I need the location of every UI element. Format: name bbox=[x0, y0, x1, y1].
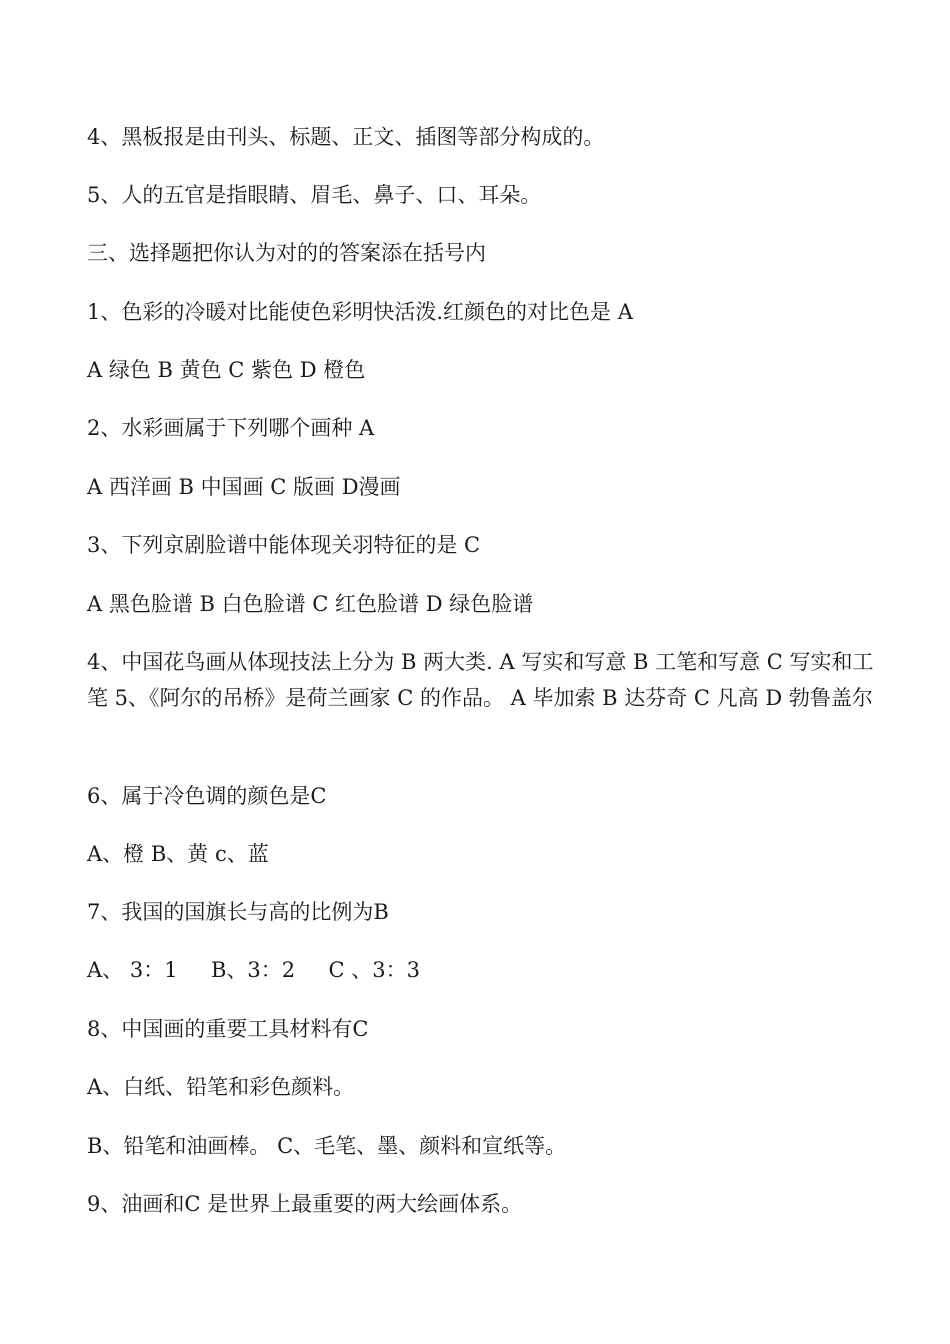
question-4-5: 4、中国花鸟画从体现技法上分为 B 两大类. A 写实和写意 B 工笔和写意 C 写实和工笔 5、《阿尔的吊桥》是荷兰画家 C 的作品。 A 毕加索 B 达芬奇 C 凡高 D 勃鲁盖尔 bbox=[87, 650, 874, 710]
statement-5: 5、人的五官是指眼睛、眉毛、鼻子、口、耳朵。 bbox=[87, 183, 542, 207]
question-6-options: A、橙 B、黄 c、蓝 bbox=[87, 842, 269, 866]
question-9: 9、油画和C 是世界上最重要的两大绘画体系。 bbox=[87, 1192, 523, 1216]
question-1: 1、色彩的冷暖对比能使色彩明快活泼.红颜色的对比色是 A bbox=[87, 300, 633, 324]
question-3-options: A 黑色脸谱 B 白色脸谱 C 红色脸谱 D 绿色脸谱 bbox=[87, 592, 534, 616]
question-8-options-bc: B、铅笔和油画棒。 C、毛笔、墨、颜料和宣纸等。 bbox=[87, 1134, 567, 1158]
question-7-options: A、 3：1 B、3：2 C 、3：3 bbox=[87, 958, 420, 982]
question-6: 6、属于冷色调的颜色是C bbox=[87, 784, 327, 808]
question-1-options: A 绿色 B 黄色 C 紫色 D 橙色 bbox=[87, 358, 366, 382]
statement-4: 4、黑板报是由刊头、标题、正文、插图等部分构成的。 bbox=[87, 125, 605, 149]
question-8-option-a: A、白纸、铅笔和彩色颜料。 bbox=[87, 1075, 355, 1099]
question-3: 3、下列京剧脸谱中能体现关羽特征的是 C bbox=[87, 533, 481, 557]
question-8: 8、中国画的重要工具材料有C bbox=[87, 1017, 369, 1041]
question-2-options: A 西洋画 B 中国画 C 版画 D漫画 bbox=[87, 475, 401, 499]
question-2: 2、水彩画属于下列哪个画种 A bbox=[87, 416, 375, 440]
question-7: 7、我国的国旗长与高的比例为B bbox=[87, 900, 389, 924]
section-heading-choice: 三、选择题把你认为对的的答案添在括号内 bbox=[87, 241, 486, 265]
